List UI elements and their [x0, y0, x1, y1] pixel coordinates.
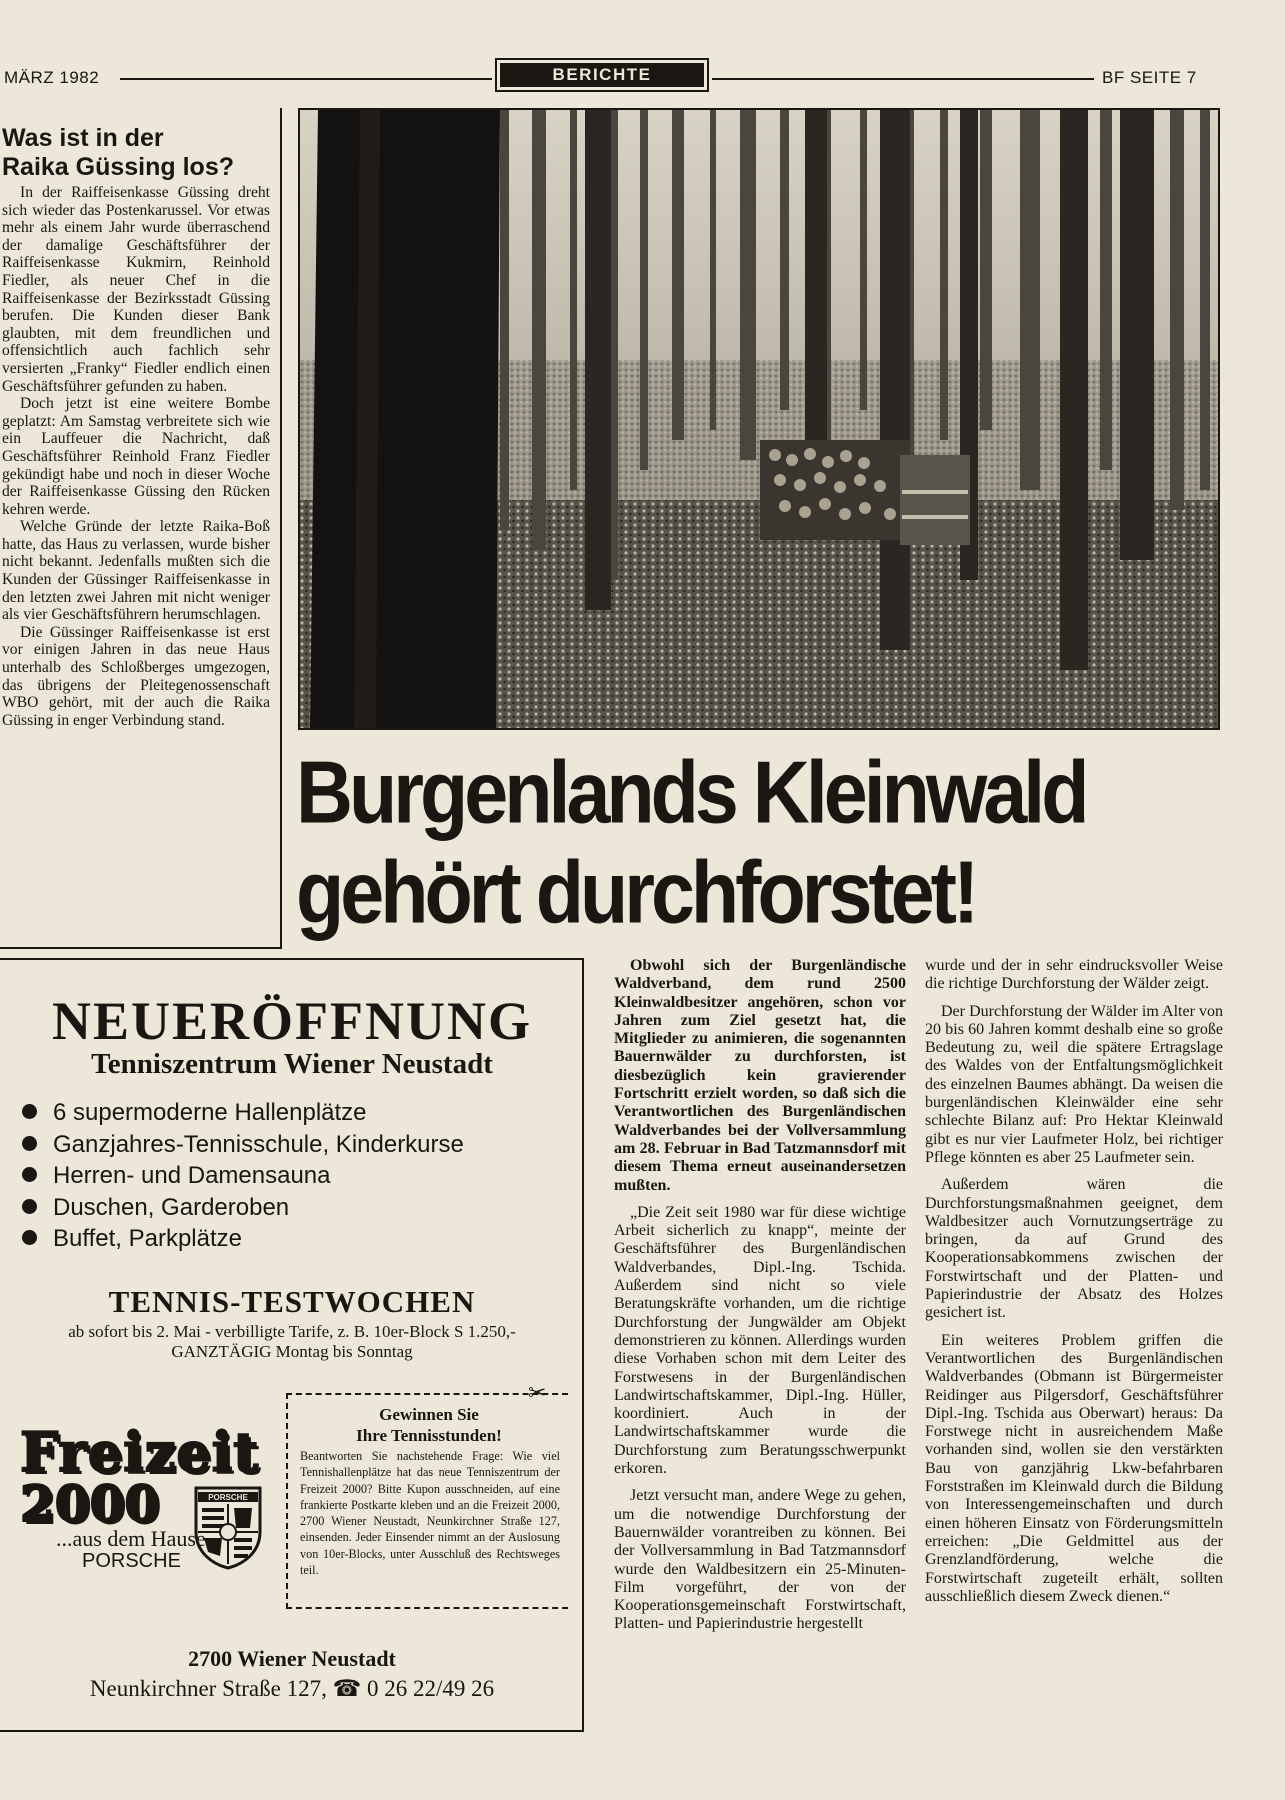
news-title-line1: Was ist in der: [2, 124, 164, 152]
ad-feature-list: [22, 1097, 464, 1255]
logo-brand: PORSCHE: [82, 1550, 181, 1572]
news-paragraph: Doch jetzt ist eine weitere Bombe geplatzt: Am Samstag verbreitete sich wie ein Lauffeuer die Nachricht, daß Geschäftsführer Reinhold Franz Fiedler gekündigt habe und noch in dieser Woche der Raiffeisenkasse Güssing den Rücken kehren werde.: [2, 395, 270, 518]
headline-line2: gehört durchforstet!: [296, 842, 976, 942]
ad-feature-text: Buffet, Parkplätze: [53, 1225, 242, 1252]
bullet-icon: [22, 1104, 37, 1119]
forest-photo: [298, 108, 1220, 730]
svg-text:PORSCHE: PORSCHE: [208, 1493, 248, 1502]
article-paragraph: „Die Zeit seit 1980 war für diese wichtige Arbeit sicherlich zu knapp“, meinte der Geschäftsführer des Burgenländischen Waldverbandes, Dipl.-Ing. Tschida. Außerdem sind nicht so viele Beratungskräfte vorhanden, um die richtige Durchforstung der Jungwälder am Objekt demonstrieren zu können. Allerdings wurden diese Vorhaben schon mit dem Leiter des Forstwesens in der Burgenländischen Landwirtschaftskammer, Dipl.-Ing. Hüller, koordiniert. Auch in der Landwirtschaftskammer wurde die Durchforstung zum Beratungsschwerpunkt erkoren.: [614, 1203, 906, 1478]
coupon-title: [290, 1404, 568, 1446]
scissors-icon: ✂: [528, 1380, 547, 1405]
ad-test-line1: ab sofort bis 2. Mai - verbilligte Tarife, z. B. 10er-Block S 1.250,-: [68, 1322, 516, 1341]
bullet-icon: [22, 1136, 37, 1151]
news-body: [2, 184, 270, 729]
coupon-title-line2: Ihre Tennisstunden!: [356, 1426, 502, 1445]
ad-feature: [22, 1160, 464, 1192]
article-column-1: [614, 957, 906, 1643]
ad-test-title: TENNIS-TESTWOCHEN: [108, 1284, 476, 1319]
ad-feature-text: Ganzjahres-Tennisschule, Kinderkurse: [53, 1130, 464, 1158]
ad-feature-text: Duschen, Garderoben: [53, 1193, 290, 1221]
coupon-text: Beantworten Sie nachstehende Frage: Wie viel Tennishallenplätze hat das neue Tenniszentrum der Freizeit 2000? Bitte Kupon ausschneiden, auf eine frankierte Postkarte kleben und an die Freizeit 2000, 2700 Wiener Neustadt, Neunkirchner Straße 127, einsenden. Jeder Einsender nimmt an der Auslosung von 10er-Blocks, unter Ausschluß des Rechtsweges teil.: [300, 1449, 560, 1578]
ad-feature-text: 6 supermoderne Hallenplätze: [53, 1099, 367, 1126]
ad-subtitle: Tenniszentrum Wiener Neustadt: [91, 1048, 493, 1080]
header-rule-left: [120, 78, 492, 80]
section-label-box: [495, 58, 709, 92]
logo-freizeit: Freizeit: [20, 1420, 260, 1484]
ad-title: NEUERÖFFNUNG: [52, 991, 532, 1051]
bullet-icon: [22, 1167, 37, 1182]
news-paragraph: Die Güssinger Raiffeisenkasse ist erst vor einigen Jahren in das neue Haus unterhalb des Schloßberges umgezogen, das übrigens der Pleitegenossenschaft WBO gehört, mit der auch die Raika Güssing in enger Verbindung stand.: [2, 623, 270, 729]
ad-feature-text: Herren- und Damensauna: [53, 1162, 331, 1189]
ad-test-line2: GANZTÄGIG Montag bis Sonntag: [171, 1342, 413, 1361]
article-column-2: [925, 957, 1223, 1615]
ad-feature: [22, 1192, 464, 1224]
bullet-icon: [22, 1199, 37, 1214]
page-number: BF SEITE 7: [1102, 68, 1197, 87]
coupon-title-line1: Gewinnen Sie: [379, 1405, 479, 1424]
ad-address-street: Neunkirchner Straße 127, ☎ 0 26 22/49 26: [89, 1676, 495, 1701]
article-paragraph: Ein weiteres Problem griffen die Verantwortlichen des Burgenländischen Waldverbandes (Obmann ist Bürgermeister Reidinger aus Pilgersdorf, Geschäftsführer Dipl.-Ing. Tschida aus Oberwart) heraus: Da Forstwege nicht in ausreichendem Maße vorhanden sind, wollen sie den verstärkten Bau von ganzjährig Lkw-befahrbaren Forststraßen im Kleinwald durch die Bildung von Interessengemeinschaften und durch einen höheren Einsatz von Förderungsmitteln erreichen: „Die Geldmittel aus der Grenzlandförderung, welche die Forstwirtschaft zugeteilt erhält, sollten ausschließlich diesem Zweck dienen.“: [925, 1331, 1223, 1605]
article-paragraph: wurde und der in sehr eindrucksvoller Weise die richtige Durchforstung der Wälder zeigt.: [925, 957, 1223, 993]
article-lead: Obwohl sich der Burgenländische Waldverband, dem rund 2500 Kleinwaldbesitzer angehören, schon vor Jahren zum Ziel gesetzt hat, die Mitglieder zu animieren, die sogenannten Bauernwälder zu durchforsten, ist diesbezüglich kein gravierender Fortschritt erzielt worden, so daß sich die Verantwortlichen des Burgenländischen Waldverbandes bei der Vollversammlung am 28. Februar in Bad Tatzmannsdorf mit diesem Thema erneut auseinandersetzen mußten.: [614, 957, 906, 1194]
forest-photo-image: [300, 110, 1218, 728]
news-paragraph: In der Raiffeisenkasse Güssing dreht sich wieder das Postenkarussel. Vor etwas mehr als einem Jahr wurde überraschend der damalige Geschäftsführer der Raiffeisenkasse Kukmirn, Reinhold Fiedler, als neuer Chef in die Raiffeisenkasse der Bezirksstadt Güssing berufen. Die Kunden dieser Bank glaubten, mit dem freundlichen und offensichtlich auch fachlich sehr versierten „Franky“ Fiedler endlich einen Geschäftsführer gefunden zu haben.: [2, 184, 270, 395]
issue-date: MÄRZ 1982: [4, 68, 100, 87]
news-title: [2, 124, 280, 182]
ad-feature: [22, 1129, 464, 1161]
article-paragraph: Außerdem wären die Durchforstungsmaßnahmen geeignet, dem Waldbesitzer auch Vornutzungserträge zu bringen, da auf Grund des Kooperationsabkommens zwischen der Forstwirtschaft und der Platten- und Papierindustrie der Absatz des Holzes gesichert ist.: [925, 1176, 1223, 1322]
news-paragraph: Welche Gründe der letzte Raika-Boß hatte, das Haus zu verlassen, wurde bisher nicht bekannt. Jedenfalls mußten sich die Kunden der Güssinger Raiffeisenkasse in den letzten zwei Jahren mit nicht weniger als vier Geschäftsführern herumschlagen.: [2, 518, 270, 624]
bullet-icon: [22, 1230, 37, 1245]
header-rule-right: [712, 78, 1094, 80]
news-title-line2: Raika Güssing los?: [2, 153, 235, 181]
logo-2000: 2000: [20, 1474, 160, 1533]
ad-feature: [22, 1223, 464, 1255]
logo-tagline: ...aus dem Hause: [56, 1526, 206, 1551]
ad-address-city: 2700 Wiener Neustadt: [188, 1646, 396, 1671]
ad-test-details: [0, 1322, 584, 1362]
ad-feature: [22, 1097, 464, 1129]
section-label: BERICHTE: [500, 63, 704, 87]
article-paragraph: Der Durchforstung der Wälder im Alter von 20 bis 60 Jahren kommt deshalb eine so große Bedeutung zu, weil die spätere Ertragslage des Waldes von der Entfaltungsmöglichkeit des einzelnen Baumes abhängt. Da weisen die burgenländischen Kleinwälder eine sehr schlechte Bilanz auf: Pro Hektar Kleinwald gibt es nur vier Laufmeter Holz, bei richtiger Pflege könnten es aber 25 Laufmeter sein.: [925, 1002, 1223, 1166]
headline-line1: Burgenlands Kleinwald: [296, 742, 1086, 842]
article-paragraph: Jetzt versucht man, andere Wege zu gehen, um die notwendige Durchforstung der Bauernwälder vorantreiben zu können. Bei der Vollversammlung in Bad Tatzmannsdorf wurde den Waldbesitzern ein 25-Minuten-Film vorgeführt, der von der Kooperationsgemeinschaft Forstwirtschaft, Platten- und Papierindustrie hergestellt: [614, 1487, 906, 1633]
